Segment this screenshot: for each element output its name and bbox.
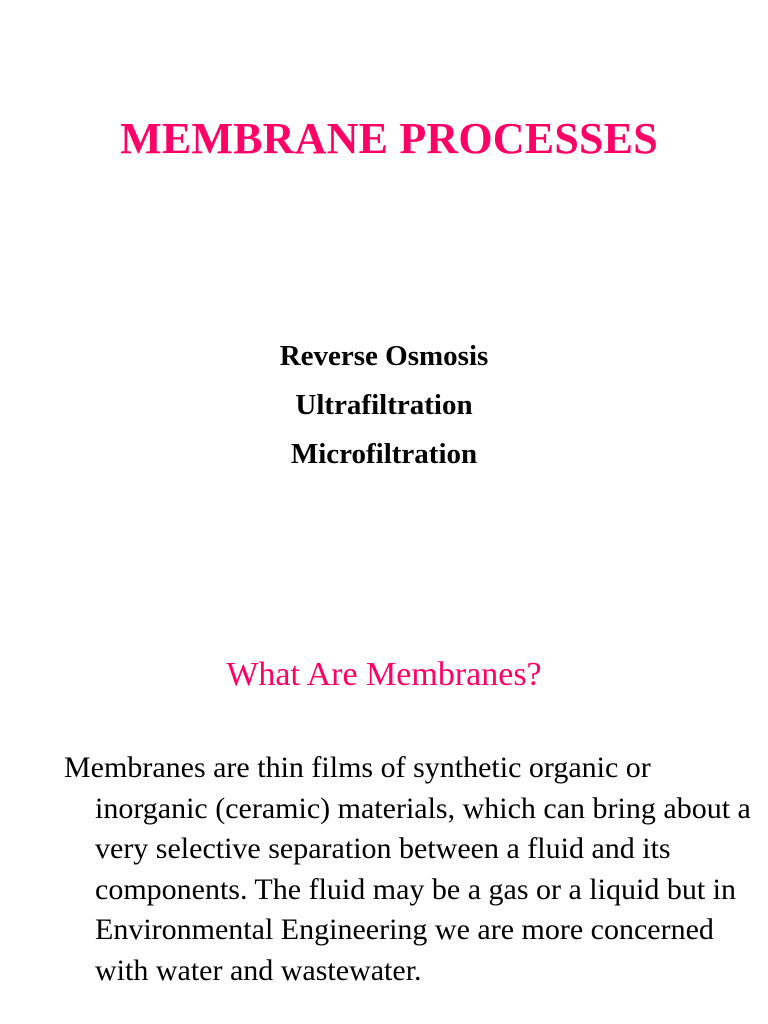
process-item-reverse-osmosis: Reverse Osmosis <box>279 340 489 372</box>
definition-slide <box>0 512 768 1024</box>
section-heading: What Are Membranes? <box>226 656 542 693</box>
process-item-microfiltration: Microfiltration <box>290 438 478 470</box>
process-item-ultrafiltration: Ultrafiltration <box>295 389 473 421</box>
process-list <box>0 332 768 479</box>
slide-title: MEMBRANE PROCESSES <box>120 114 658 163</box>
definition-paragraph: Membranes are thin films of synthetic organic or inorganic (ceramic) materials, which can bring about a very selective separation between a fluid and its components. The fluid may be a gas or a liquid but in Environmental Engineering we are more concerned with water and wastewater. <box>64 751 751 987</box>
